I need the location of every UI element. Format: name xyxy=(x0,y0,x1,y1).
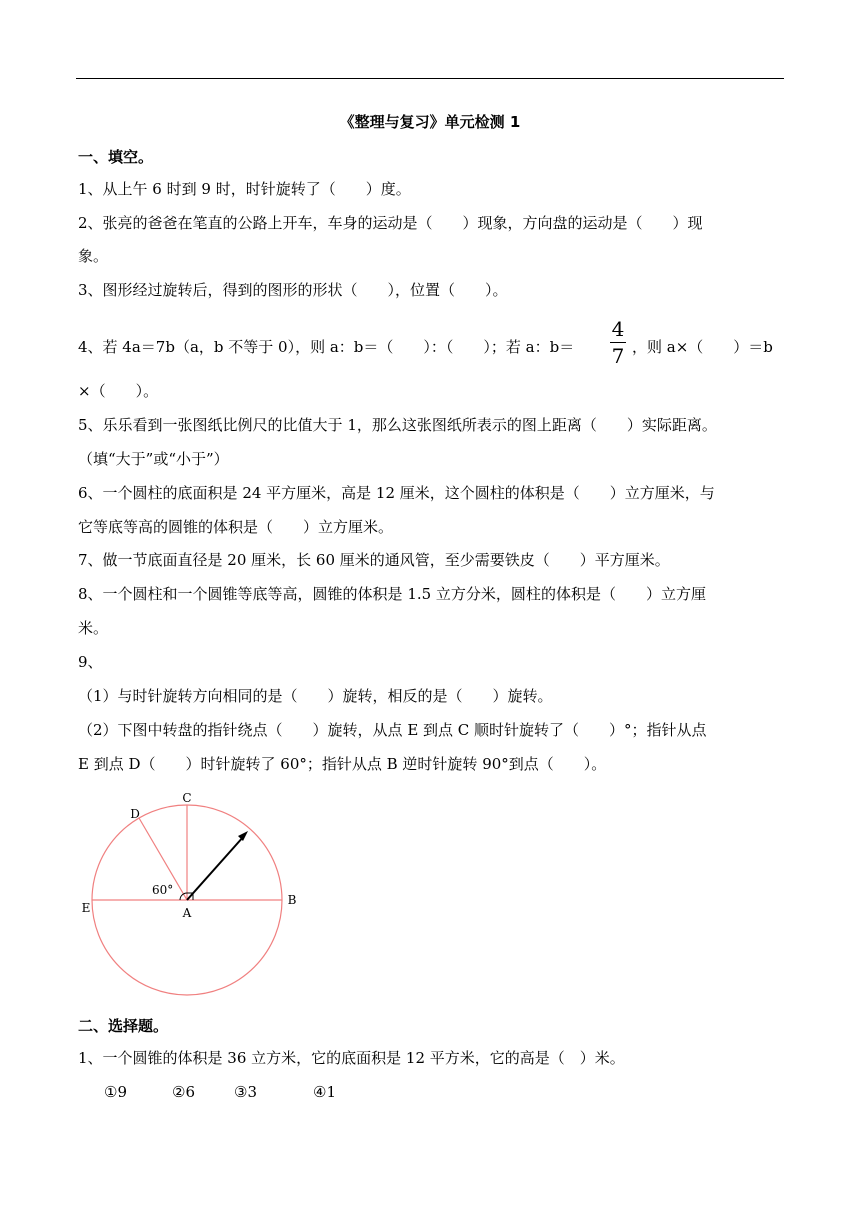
q8-text-line1: 8、一个圆柱和一个圆锥等底等高，圆锥的体积是 1.5 立方分米，圆柱的体积是（ ）立方厘 xyxy=(78,585,706,603)
q5-text-line2: （填“大于”或“小于”） xyxy=(78,450,229,468)
section2-heading: 二、选择题。 xyxy=(78,1017,169,1035)
q4-text-part1: 4、若 4a＝7b（a，b 不等于 0），则 a：b＝（ ）：（ ）；若 a：b＝ xyxy=(78,338,575,356)
s2-q1-text: 1、一个圆锥的体积是 36 立方米，它的底面积是 12 平方米，它的高是（ ）米。 xyxy=(78,1049,625,1067)
angle-60-label: 60° xyxy=(152,883,174,897)
pointer-arrowhead xyxy=(238,831,248,841)
q8-text-line2: 米。 xyxy=(78,619,109,637)
q7-text: 7、做一节底面直径是 20 厘米，长 60 厘米的通风管，至少需要铁皮（ ）平方厘米。 xyxy=(78,551,670,569)
q1-text: 1、从上午 6 时到 9 时，时针旋转了（ ）度。 xyxy=(78,180,411,198)
option-4: ④1 xyxy=(313,1083,336,1101)
q4-fraction-denominator: 7 xyxy=(611,344,625,368)
section1-heading: 一、填空。 xyxy=(78,148,154,166)
q5-text-line1: 5、乐乐看到一张图纸比例尺的比值大于 1，那么这张图纸所表示的图上距离（ ）实际距离。 xyxy=(78,416,717,434)
label-A: A xyxy=(182,906,192,920)
q2-text-line2: 象。 xyxy=(78,247,109,265)
fraction-bar xyxy=(610,342,626,343)
q9-2-text-line1: （2）下图中转盘的指针绕点（ ）旋转，从点 E 到点 C 顺时针旋转了（ ）°；指针从点 xyxy=(78,721,707,739)
q2-text-line1: 2、张亮的爸爸在笔直的公路上开车，车身的运动是（ ）现象，方向盘的运动是（ ）现 xyxy=(78,214,703,232)
label-E: E xyxy=(81,901,91,915)
label-D: D xyxy=(130,807,140,821)
option-3: ③3 xyxy=(234,1083,257,1101)
rotation-dial-diagram xyxy=(72,782,312,1002)
header-rule xyxy=(76,78,784,79)
label-C: C xyxy=(182,791,192,805)
q9-2-text-line2: E 到点 D（ ）时针旋转了 60°；指针从点 B 逆时针旋转 90°到点（ ）。 xyxy=(78,755,607,773)
q4-text-line2: ×（ ）。 xyxy=(78,382,159,400)
q4-fraction-numerator: 4 xyxy=(611,317,625,341)
option-1: ①9 xyxy=(104,1083,127,1101)
pointer-arrow xyxy=(187,836,244,900)
q3-text: 3、图形经过旋转后，得到的图形的形状（ ），位置（ ）。 xyxy=(78,281,508,299)
q9-text: 9、 xyxy=(78,653,103,671)
q4-text-part2: ，则 a×（ ）＝b xyxy=(632,338,773,356)
q6-text-line1: 6、一个圆柱的底面积是 24 平方厘米，高是 12 厘米，这个圆柱的体积是（ ）立方厘米，与 xyxy=(78,484,715,502)
q4-fraction xyxy=(609,318,627,367)
q6-text-line2: 它等底等高的圆锥的体积是（ ）立方厘米。 xyxy=(78,518,394,536)
label-B: B xyxy=(287,893,297,907)
q9-1-text: （1）与时针旋转方向相同的是（ ）旋转，相反的是（ ）旋转。 xyxy=(78,687,553,705)
page-title: 《整理与复习》单元检测 1 xyxy=(339,113,521,131)
option-2: ②6 xyxy=(172,1083,195,1101)
